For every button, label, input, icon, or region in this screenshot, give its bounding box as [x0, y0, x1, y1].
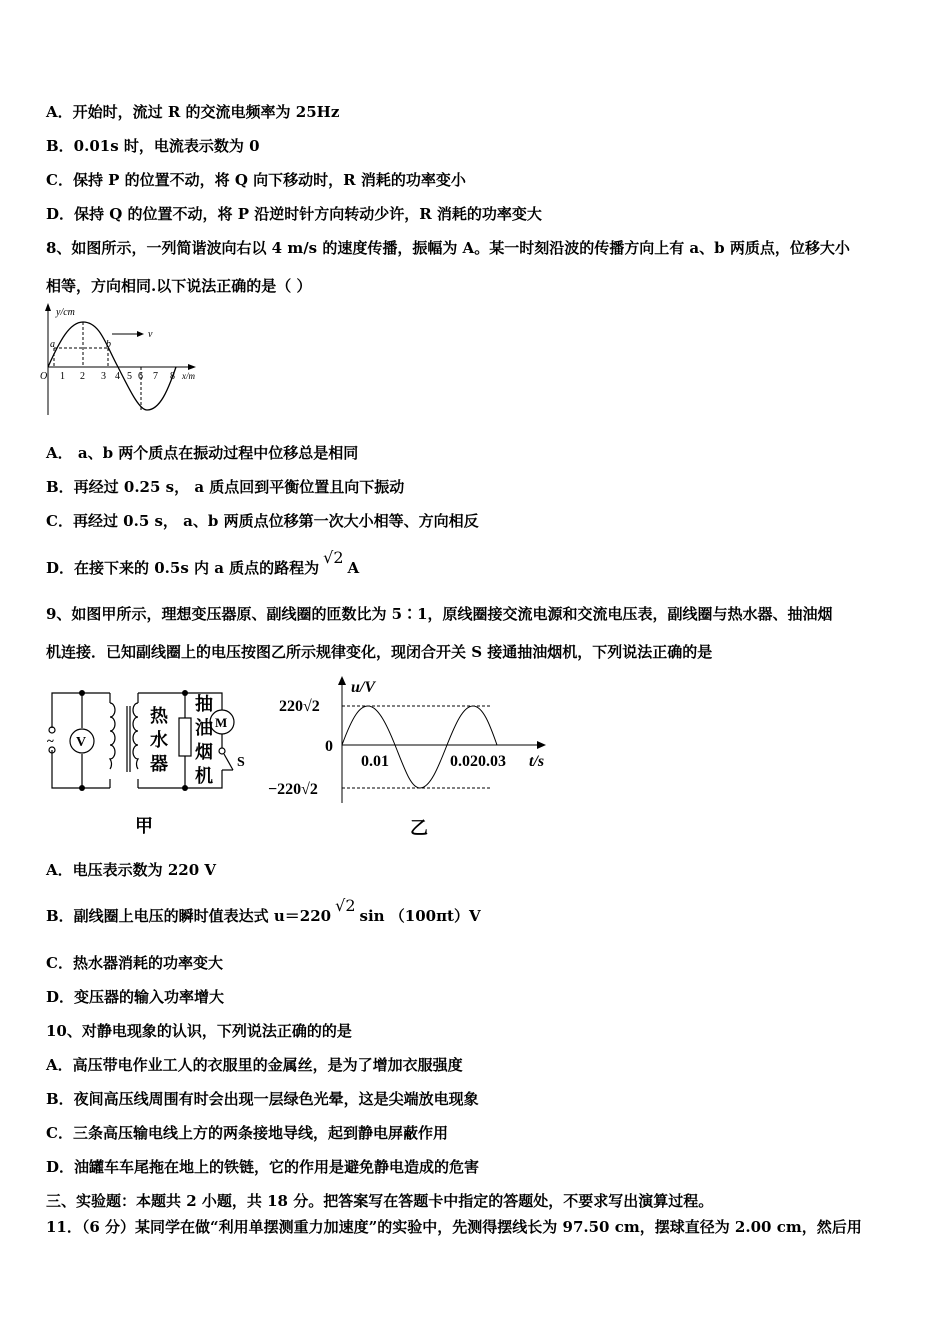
q9-stem-cont: 机连接．已知副线圈上的电压按图乙所示规律变化，现闭合开关 S 接通抽油烟机，下列说法正确的是 — [46, 643, 713, 661]
y-max-label: 220√2 — [279, 698, 320, 715]
t-tick-001: 0.01 — [361, 753, 389, 770]
q11-stem: 11．（6 分）某同学在做“利用单摆测重力加速度”的实验中，先测得摆线长为 97.50 cm，摆球直径为 2.00 cm，然后用 — [46, 1218, 862, 1236]
x-tick: 5 — [127, 371, 132, 382]
ac-source-symbol: ~ — [47, 733, 54, 748]
q7-option-b: B．0.01s 时，电流表示数为 0 — [46, 137, 260, 155]
q10-option-b: B．夜间高压线周围有时会出现一层绿色光晕，这是尖端放电现象 — [46, 1090, 479, 1108]
q9-option-b-text: B．副线圈上电压的瞬时值表达式 u＝220 — [46, 907, 332, 925]
y-axis-label: u/V — [351, 679, 376, 696]
q8-option-d — [46, 548, 360, 578]
q9-option-a: A．电压表示数为 220 V — [46, 861, 217, 879]
q8-option-b: B．再经过 0.25 s， a 质点回到平衡位置且向下振动 — [46, 478, 405, 496]
q10-stem: 10、对静电现象的认识，下列说法正确的的是 — [46, 1022, 352, 1040]
q9-option-d: D．变压器的输入功率增大 — [46, 988, 225, 1006]
hood-char: 机 — [195, 766, 213, 786]
q8-option-d-text: D．在接下来的 0.5s 内 a 质点的路程为 — [46, 559, 320, 577]
x-tick: 4 — [115, 371, 120, 382]
q7-option-d: D．保持 Q 的位置不动，将 P 沿逆时针方向转动少许，R 消耗的功率变大 — [46, 205, 542, 223]
hood-char: 油 — [195, 718, 213, 738]
circuit-figure-jia — [40, 670, 260, 840]
q9-option-c: C．热水器消耗的功率变大 — [46, 954, 223, 972]
wave-xlabel: x/m — [182, 371, 195, 381]
q10-option-a: A．高压带电作业工人的衣服里的金属丝，是为了增加衣服强度 — [46, 1056, 463, 1074]
x-axis-label: t/s — [529, 753, 545, 770]
q9-option-b — [46, 896, 481, 926]
q7-option-c: C．保持 P 的位置不动，将 Q 向下移动时，R 消耗的功率变小 — [46, 171, 466, 189]
wave-figure — [40, 300, 230, 420]
q8-stem: 8、如图所示，一列简谐波向右以 4 m/s 的速度传播，振幅为 A。某一时刻沿波的传播方向上有 a、b 两质点，位移大小 — [46, 239, 850, 257]
hood-char: 抽 — [195, 694, 213, 714]
heater-char: 器 — [150, 754, 168, 774]
x-tick: 6 — [138, 371, 143, 382]
heater-char: 热 — [150, 706, 168, 726]
voltmeter-label: V — [76, 735, 87, 750]
hood-char: 烟 — [195, 742, 213, 762]
q10-option-c: C．三条高压输电线上方的两条接地导线，起到静电屏蔽作用 — [46, 1124, 448, 1142]
q8-option-a: A． a、b 两个质点在振动过程中位移总是相同 — [46, 444, 359, 462]
y-zero-label: 0 — [325, 738, 333, 755]
x-tick: 2 — [80, 371, 85, 382]
y-min-label: −220√2 — [268, 781, 318, 798]
q9-stem: 9、如图甲所示，理想变压器原、副线圈的匝数比为 5∶1，原线圈接交流电源和交流电压表，副线圈与热水器、抽油烟 — [46, 605, 833, 623]
x-tick: 3 — [101, 371, 106, 382]
sqrt2: √2 — [323, 548, 344, 567]
sqrt2: √2 — [335, 896, 356, 915]
caption-yi: 乙 — [410, 818, 428, 838]
q10-option-d: D．油罐车车尾拖在地上的铁链，它的作用是避免静电造成的危害 — [46, 1158, 480, 1176]
section-3-heading: 三、实验题：本题共 2 小题，共 18 分。把答案写在答题卡中指定的答题处，不要求写出演算过程。 — [46, 1192, 714, 1210]
wave-ylabel: y/cm — [56, 307, 75, 318]
voltage-graph-yi — [265, 670, 565, 840]
t-tick-002-003: 0.020.03 — [450, 753, 506, 770]
x-tick: 7 — [153, 371, 158, 382]
x-tick: 1 — [60, 371, 65, 382]
caption-jia: 甲 — [135, 816, 153, 836]
motor-label: M — [215, 715, 228, 730]
q8-option-d-unit: A — [347, 559, 360, 577]
x-tick: 8 — [170, 371, 175, 382]
wave-origin: O — [40, 371, 48, 382]
heater-char: 水 — [150, 730, 168, 750]
q8-stem-cont: 相等，方向相同.以下说法正确的是（ ） — [46, 277, 312, 295]
point-b-label: b — [106, 339, 111, 350]
q7-option-a: A．开始时，流过 R 的交流电频率为 25Hz — [46, 103, 340, 121]
wave-v-label: v — [148, 329, 153, 340]
q9-option-b-tail: sin （100πt）V — [359, 907, 481, 925]
switch-label: S — [237, 755, 245, 770]
point-a-label: a — [50, 339, 55, 350]
q8-option-c: C．再经过 0.5 s， a、b 两质点位移第一次大小相等、方向相反 — [46, 512, 479, 530]
